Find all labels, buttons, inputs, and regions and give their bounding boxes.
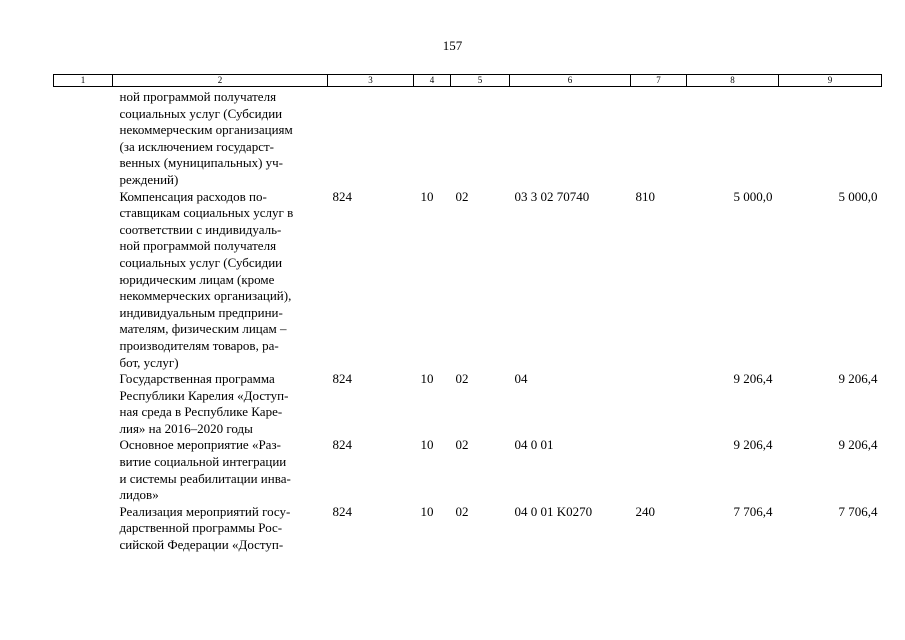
cell-main-admin-code: 824 — [332, 437, 352, 453]
row-name-cell — [113, 189, 328, 372]
table-row — [54, 371, 882, 437]
cell-target-article-code — [510, 89, 631, 189]
row-name-line: некоммерческих организаций), — [119, 288, 292, 304]
cell-expense-type-code — [631, 89, 687, 189]
row-name-line: Республики Карелия «Доступ- — [119, 387, 289, 403]
row-name-line: венных (муниципальных) уч- — [119, 155, 284, 171]
column-number: 8 — [687, 75, 779, 87]
cell-amount-2 — [779, 89, 882, 189]
cell-amount-2: 7 706,4 — [838, 503, 878, 519]
cell-amount-2: 9 206,4 — [838, 371, 878, 387]
cell-target-article-code: 04 — [514, 371, 528, 387]
cell-section-code: 10 — [420, 503, 434, 519]
cell-section-code — [414, 89, 451, 189]
cell-main-admin-code — [328, 89, 414, 189]
row-name-line: соответствии с индивидуаль- — [119, 221, 282, 237]
row-name-line: некоммерческим организациям — [119, 122, 293, 138]
cell-col1 — [54, 371, 113, 437]
cell-main-admin-code: 824 — [332, 188, 352, 204]
column-number: 9 — [779, 75, 882, 87]
cell-subsection-code — [451, 89, 510, 189]
row-name-cell — [113, 371, 328, 437]
cell-amount-1: 5 000,0 — [733, 188, 773, 204]
cell-amount-1: 9 206,4 — [733, 371, 773, 387]
cell-amount-1: 9 206,4 — [733, 437, 773, 453]
cell-expense-type-code — [631, 437, 687, 503]
cell-main-admin-code: 824 — [332, 503, 352, 519]
cell-col1 — [54, 437, 113, 503]
row-name-line: индивидуальным предприни- — [119, 304, 283, 320]
row-name-line: реждений) — [119, 171, 179, 187]
cell-target-article-code: 03 3 02 70740 — [514, 188, 590, 204]
column-number: 3 — [328, 75, 414, 87]
page-number: 157 — [442, 38, 463, 53]
table-body — [54, 87, 882, 554]
row-name-line: юридическим лицам (кроме — [119, 271, 275, 287]
cell-section-code: 10 — [420, 188, 434, 204]
row-name-line: лидов» — [119, 487, 159, 503]
row-name-line: лия» на 2016–2020 годы — [119, 420, 253, 436]
cell-subsection-code: 02 — [455, 503, 469, 519]
table-row — [54, 437, 882, 503]
row-name-line: ставщикам социальных услуг в — [119, 205, 294, 221]
cell-amount-1 — [687, 89, 779, 189]
row-name-cell — [113, 504, 328, 554]
row-name-line: Компенсация расходов по- — [119, 188, 267, 204]
table-row — [54, 504, 882, 554]
cell-col1 — [54, 189, 113, 372]
row-name-cell — [113, 437, 328, 503]
row-name-line: социальных услуг (Субсидии — [119, 254, 283, 270]
row-name-line: социальных услуг (Субсидии — [119, 105, 283, 121]
column-number: 6 — [510, 75, 631, 87]
cell-col1 — [54, 89, 113, 189]
column-number: 7 — [631, 75, 687, 87]
row-name-line: мателям, физическим лицам – — [119, 321, 287, 337]
table-row — [54, 189, 882, 372]
row-name-line: Основное мероприятие «Раз- — [119, 437, 281, 453]
row-name-line: ной программой получателя — [119, 89, 277, 104]
cell-subsection-code: 02 — [455, 371, 469, 387]
row-name-line: и системы реабилитации инва- — [119, 470, 291, 486]
cell-subsection-code: 02 — [455, 437, 469, 453]
row-name-line: Государственная программа — [119, 371, 275, 387]
column-number: 2 — [113, 75, 328, 87]
cell-subsection-code: 02 — [455, 188, 469, 204]
table-row — [54, 89, 882, 189]
column-number: 4 — [414, 75, 451, 87]
cell-col1 — [54, 504, 113, 554]
cell-amount-2: 9 206,4 — [838, 437, 878, 453]
budget-table — [53, 74, 882, 554]
column-number-header — [54, 75, 882, 87]
column-number: 1 — [54, 75, 113, 87]
row-name-line: витие социальной интеграции — [119, 454, 287, 470]
cell-target-article-code: 04 0 01 K0270 — [514, 503, 593, 519]
row-name-line: Реализация мероприятий госу- — [119, 503, 291, 519]
row-name-line: (за исключением государст- — [119, 138, 274, 154]
cell-section-code: 10 — [420, 371, 434, 387]
column-number: 5 — [451, 75, 510, 87]
row-name-line: дарственной программы Рос- — [119, 520, 283, 536]
row-name-line: ной программой получателя — [119, 238, 277, 254]
row-name-cell — [113, 89, 328, 189]
cell-amount-1: 7 706,4 — [733, 503, 773, 519]
cell-section-code: 10 — [420, 437, 434, 453]
row-name-line: сийской Федерации «Доступ- — [119, 537, 284, 553]
row-name-line: ная среда в Республике Каре- — [119, 404, 283, 420]
row-name-line: бот, услуг) — [119, 354, 179, 370]
cell-target-article-code: 04 0 01 — [514, 437, 554, 453]
cell-expense-type-code: 240 — [635, 503, 655, 519]
cell-expense-type-code — [631, 371, 687, 437]
cell-expense-type-code: 810 — [635, 188, 655, 204]
row-name-line: производителям товаров, ра- — [119, 337, 279, 353]
cell-amount-2: 5 000,0 — [838, 188, 878, 204]
cell-main-admin-code: 824 — [332, 371, 352, 387]
